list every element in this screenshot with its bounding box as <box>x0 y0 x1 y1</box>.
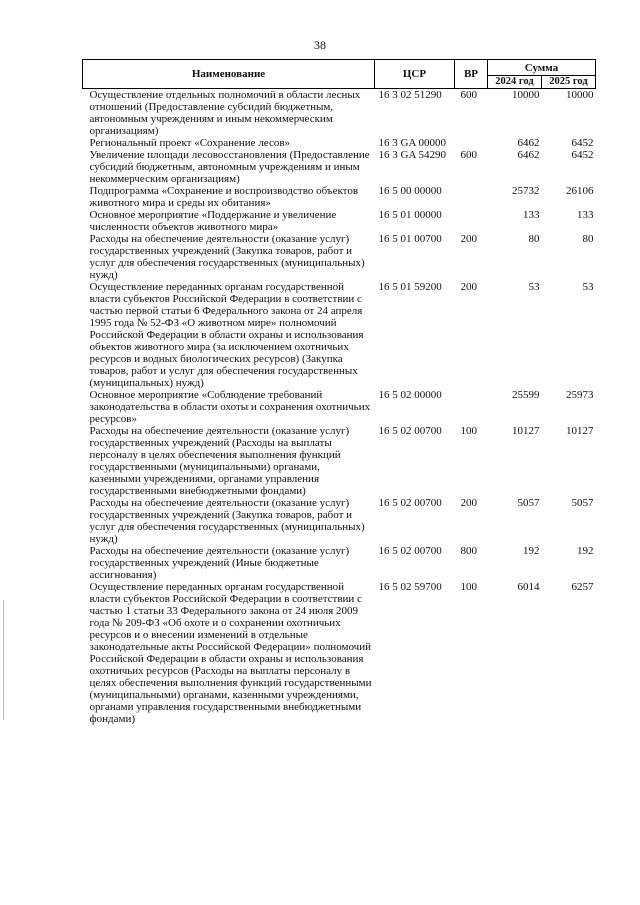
row-sum-2025: 5057 <box>571 497 594 509</box>
row-csr: 16 5 02 00700 <box>378 545 442 557</box>
header-year-2024: 2024 год <box>488 76 542 89</box>
table-row <box>83 389 596 425</box>
row-csr: 16 3 GA 54290 <box>378 149 447 161</box>
row-sum-2024: 5057 <box>517 497 540 509</box>
row-name: Увеличение площади лесовосстановления (Предоставление субсидий бюджетным, автономным учреждениям и иным некоммерческим организациям) <box>89 149 370 185</box>
scan-edge-mark <box>3 600 4 720</box>
row-vr <box>455 209 488 233</box>
row-vr: 600 <box>460 89 477 101</box>
row-vr: 200 <box>460 281 477 293</box>
row-name: Расходы на обеспечение деятельности (оказание услуг) государственных учреждений (Закупка товаров, работ и услуг для обеспечения государственных (муниципальных) нужд) <box>89 233 365 281</box>
row-csr: 16 5 02 00700 <box>378 425 442 437</box>
page-number: 38 <box>314 38 326 52</box>
header-csr: ЦСР <box>375 60 455 89</box>
row-vr: 600 <box>460 149 477 161</box>
row-csr: 16 5 01 00000 <box>378 209 442 221</box>
row-sum-2025: 80 <box>582 233 594 245</box>
budget-table <box>82 59 596 725</box>
row-sum-2025: 10000 <box>566 89 594 101</box>
row-csr: 16 5 00 00000 <box>378 185 442 197</box>
row-sum-2025: 6257 <box>571 581 594 593</box>
row-name: Основное мероприятие «Поддержание и увеличение численности объектов животного мира» <box>89 209 337 233</box>
row-sum-2024: 25599 <box>512 389 540 401</box>
row-sum-2024: 6014 <box>517 581 540 593</box>
row-vr <box>455 185 488 209</box>
table-row <box>83 581 596 725</box>
row-sum-2024: 6462 <box>517 137 540 149</box>
row-sum-2025: 133 <box>577 209 594 221</box>
row-sum-2025: 53 <box>582 281 594 293</box>
header-sum: Сумма <box>488 60 596 76</box>
row-sum-2024: 10127 <box>512 425 540 437</box>
row-sum-2025: 26106 <box>566 185 594 197</box>
row-vr: 100 <box>460 425 477 437</box>
row-name: Основное мероприятие «Соблюдение требований законодательства в области охоты и сохранения охотничьих ресурсов» <box>89 389 371 425</box>
row-name: Осуществление переданных органам государственной власти субъектов Российской Федерации в соответствии с частью первой статьи 6 Федерального закона от 24 апреля 1995 года № 52-ФЗ «О животном мире» полномочий Российской Федерации в области охраны и использования объектов животного мира (за исключением охотничьих ресурсов и водных биологических ресурсов) (Закупка товаров, работ и услуг для обеспечения государственных (муниципальных) нужд) <box>89 281 364 389</box>
row-csr: 16 5 02 59700 <box>378 581 442 593</box>
table-row <box>83 497 596 545</box>
row-name: Региональный проект «Сохранение лесов» <box>89 137 291 149</box>
table-row <box>83 89 596 138</box>
table-row <box>83 281 596 389</box>
row-sum-2025: 6452 <box>571 149 594 161</box>
table-row <box>83 137 596 149</box>
row-vr <box>455 137 488 149</box>
row-vr <box>455 389 488 425</box>
row-name: Расходы на обеспечение деятельности (оказание услуг) государственных учреждений (Иные бюджетные ассигнования) <box>89 545 350 581</box>
row-name: Расходы на обеспечение деятельности (оказание услуг) государственных учреждений (Расходы на выплаты персоналу в целях обеспечения выполнения функций государственными (муниципальными) органами, казенными учреждениями, органами управления государственными внебюджетными фондами) <box>89 425 350 497</box>
row-sum-2024: 10000 <box>512 89 540 101</box>
row-sum-2025: 6452 <box>571 137 594 149</box>
row-sum-2025: 10127 <box>566 425 594 437</box>
row-csr: 16 5 02 00700 <box>378 497 442 509</box>
table-row <box>83 185 596 209</box>
row-vr: 100 <box>460 581 477 593</box>
header-vr: ВР <box>455 60 488 89</box>
table-body <box>83 89 596 726</box>
table-row <box>83 233 596 281</box>
row-sum-2024: 53 <box>528 281 540 293</box>
row-csr: 16 5 01 59200 <box>378 281 442 293</box>
row-vr: 200 <box>460 233 477 245</box>
row-sum-2025: 25973 <box>566 389 594 401</box>
table-row <box>83 209 596 233</box>
row-vr: 800 <box>460 545 477 557</box>
row-sum-2025: 192 <box>577 545 594 557</box>
table-row <box>83 149 596 185</box>
header-year-2025: 2025 год <box>542 76 596 89</box>
row-sum-2024: 192 <box>523 545 540 557</box>
row-name: Осуществление отдельных полномочий в области лесных отношений (Предоставление субсидий бюджетным, автономным учреждениям и иным некоммерческим организациям) <box>89 89 361 137</box>
row-csr: 16 5 01 00700 <box>378 233 442 245</box>
row-name: Осуществление переданных органам государственной власти субъектов Российской Федерации в соответствии с частью 1 статьи 33 Федерального закона от 24 июля 2009 года № 209-ФЗ «Об охоте и о сохранении охотничьих ресурсов и о внесении изменений в отдельные законодательные акты Российской Федерации» полномочий Российской Федерации в области охраны и использования охотничьих ресурсов (Расходы на выплаты персоналу в целях обеспечения выполнения функций государственными (муниципальными) органами, казенными учреждениями, органами управления государственными внебюджетными фондами) <box>89 581 372 725</box>
row-name: Подпрограмма «Сохранение и воспроизводство объектов животного мира и среды их обитания» <box>89 185 359 209</box>
table-row <box>83 425 596 497</box>
row-sum-2024: 25732 <box>512 185 540 197</box>
row-csr: 16 3 02 51290 <box>378 89 442 101</box>
header-name: Наименование <box>83 60 375 89</box>
row-csr: 16 5 02 00000 <box>378 389 442 401</box>
row-sum-2024: 6462 <box>517 149 540 161</box>
row-name: Расходы на обеспечение деятельности (оказание услуг) государственных учреждений (Закупка товаров, работ и услуг для обеспечения государственных (муниципальных) нужд) <box>89 497 365 545</box>
row-csr: 16 3 GA 00000 <box>378 137 447 149</box>
row-vr: 200 <box>460 497 477 509</box>
row-sum-2024: 80 <box>528 233 540 245</box>
table-row <box>83 545 596 581</box>
row-sum-2024: 133 <box>523 209 540 221</box>
